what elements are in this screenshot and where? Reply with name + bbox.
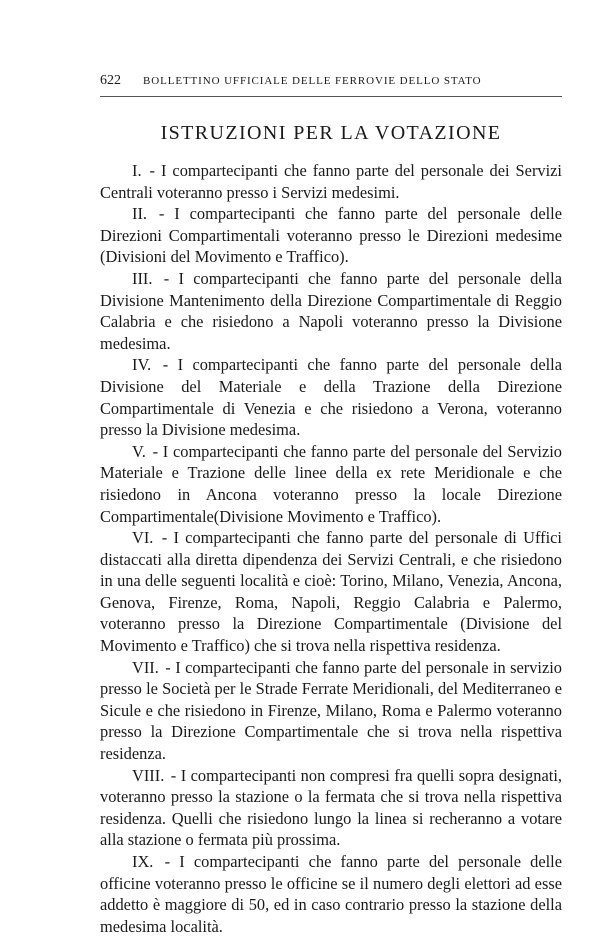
paragraph-number: VII. <box>132 657 159 677</box>
journal-title: BOLLETTINO UFFICIALE DELLE FERROVIE DELLO STATO <box>143 75 482 87</box>
instruction-paragraph-5 <box>100 441 562 527</box>
instructions-body <box>100 160 562 937</box>
section-title: ISTRUZIONI PER LA VOTAZIONE <box>160 122 502 144</box>
instruction-paragraph-7 <box>100 657 562 765</box>
instruction-paragraph-9 <box>100 851 562 937</box>
paragraph-number: I. <box>132 161 142 180</box>
running-header <box>100 70 562 92</box>
header-rule <box>100 96 562 97</box>
paragraph-number: III. <box>132 268 153 288</box>
page-number: 622 <box>100 73 121 88</box>
paragraph-number: V. <box>132 441 146 461</box>
instruction-paragraph-2 <box>100 203 562 268</box>
paragraph-text: - I compartecipanti che fanno parte del personale in servizio presso le Società per le Strade Ferrate Meridionali, del Mediterraneo e Sicule e che risiedono in Firenze, Milano, Roma e Palermo voteranno presso la Direzione Compartimentale che si trova nella rispettiva residenza. <box>100 657 562 764</box>
paragraph-text: - I compartecipanti che fanno parte del personale del Servizio Materiale e Trazione delle linee della ex rete Meridionale e che risiedono in Ancona voteranno presso la locale Direzione Compartimentale(Divisione Movimento e Traffico). <box>100 441 562 526</box>
instruction-paragraph-8 <box>100 765 562 851</box>
paragraph-text: - I compartecipanti non compresi fra quelli sopra designati, voteranno presso la stazione o la fermata che si trova nella rispettiva residenza. Quelli che risiedono lungo la linea si recheranno a votare alla stazione o fermata più prossima. <box>100 765 562 850</box>
paragraph-number: IV. <box>132 355 152 375</box>
paragraph-number: II. <box>132 204 148 224</box>
instruction-paragraph-6 <box>100 527 562 657</box>
paragraph-number: IX. <box>132 852 154 871</box>
instruction-paragraph-1 <box>100 160 562 203</box>
instruction-paragraph-4 <box>100 354 562 440</box>
paragraph-text: - I compartecipanti che fanno parte del personale delle Direzioni Compartimentali voteranno presso le Direzioni medesime (Divisioni del Movimento e Traffico). <box>100 204 562 267</box>
paragraph-text: - I compartecipanti che fanno parte del personale di Uffici distaccati alla diretta dipendenza dei Servizi Centrali, e che risiedono in una delle seguenti località e cioè: Torino, Milano, Venezia, Ancona, Genova, Firenze, Roma, Napoli, Reggio Calabria e Palermo, voteranno presso la Direzione Compartimentale (Divisione del Movimento e Traffico) che si trova nella rispettiva residenza. <box>100 528 562 656</box>
paragraph-number: VIII. <box>132 765 165 785</box>
paragraph-text: - I compartecipanti che fanno parte del personale delle officine voteranno presso le officine se il numero degli elettori ad esse addetto è maggiore di 50, ed in caso contrario presso la stazione della medesima località. <box>100 852 562 936</box>
paragraph-text: - I compartecipanti che fanno parte del personale della Divisione del Materiale e della Trazione della Direzione Compartimentale di Venezia e che risiedono a Verona, voteranno presso la Divisione medesima. <box>100 355 562 440</box>
paragraph-text: - I compartecipanti che fanno parte del personale dei Servizi Centrali voteranno presso i Servizi medesimi. <box>100 161 562 202</box>
instruction-paragraph-3 <box>100 268 562 354</box>
paragraph-text: - I compartecipanti che fanno parte del personale della Divisione Mantenimento della Direzione Compartimentale di Reggio Calabria e che risiedono a Napoli voteranno presso la Divisione medesima. <box>100 268 562 353</box>
paragraph-number: VI. <box>132 528 154 548</box>
